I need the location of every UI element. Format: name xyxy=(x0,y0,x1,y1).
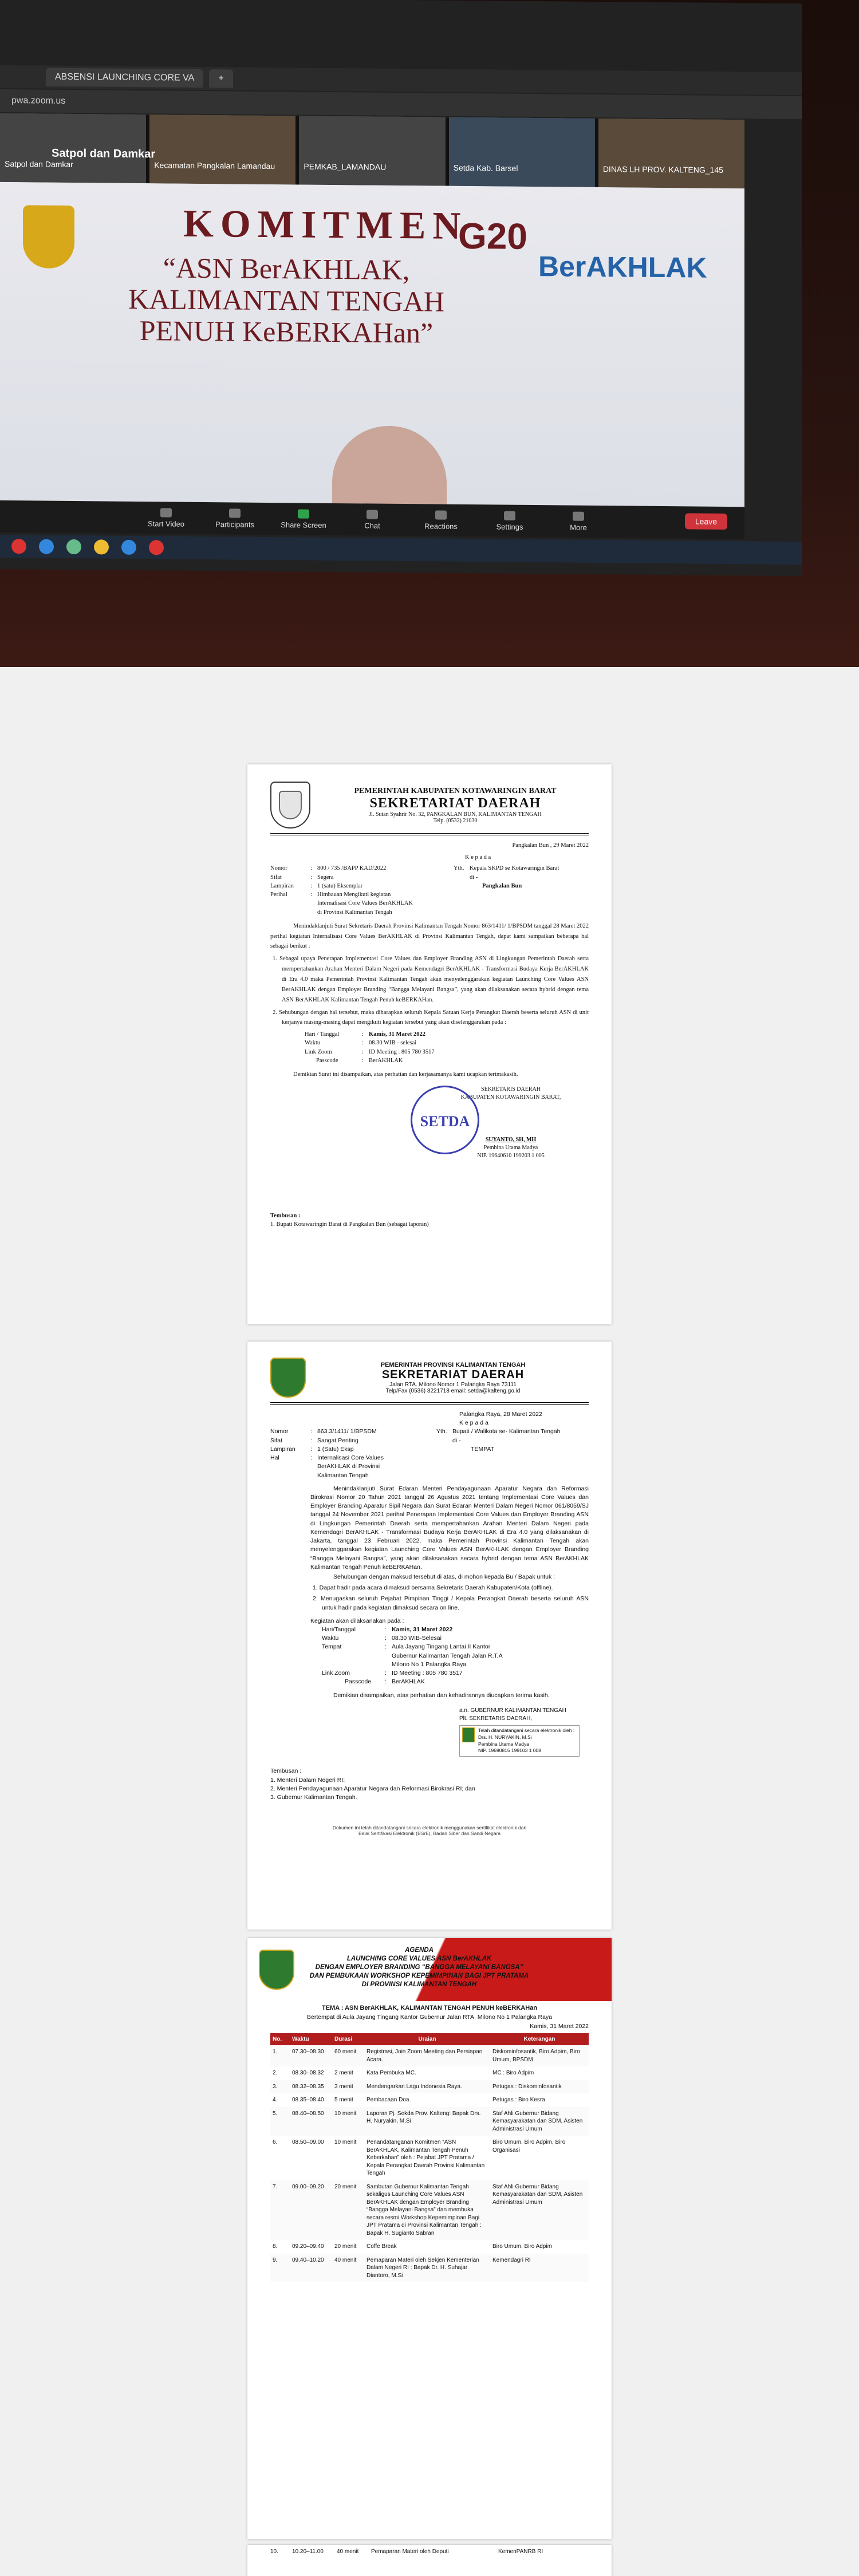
cell-no: 10. xyxy=(270,2549,278,2555)
cell-uraian: Pemaparan Materi oleh Sekjen Kementerian Dalam Negeri RI : Bapak Dr. H. Suhajar Diantoro, M.Si xyxy=(364,2254,490,2283)
sign-nip: NIP. 19690815 199103 1 008 xyxy=(478,1747,541,1754)
pass-label: Passcode xyxy=(345,1678,372,1686)
lampiran-label: Lampiran xyxy=(270,882,294,889)
banner-slogan: “ASN BerAKHLAK, KALIMANTAN TENGAH PENUH KeBERKAHan” xyxy=(128,251,444,349)
kop-line1: PEMERINTAH PROVINSI KALIMANTAN TENGAH xyxy=(380,1361,526,1368)
tembusan-label: Tembusan : xyxy=(270,1768,302,1775)
sign-rank: Pembina Utama Madya xyxy=(483,1144,538,1151)
paragraph: Sehubungan dengan maksud tersebut di atas, di mohon kepada Bu / Bapak untuk : xyxy=(333,1573,555,1580)
link-value: ID Meeting : 805 780 3517 xyxy=(369,1048,435,1055)
more-button[interactable]: More xyxy=(555,511,601,532)
browser-tab[interactable]: ABSENSI LAUNCHING CORE VA xyxy=(46,68,203,88)
berakhlak-logo: BerAKHLAK xyxy=(538,250,707,284)
start-video-button[interactable]: Start Video xyxy=(143,508,189,528)
closing: Demikian disampaikan, atas perhatian dan kehadirannya diucapkan terima kasih. xyxy=(333,1691,550,1699)
stage-banner xyxy=(0,182,744,509)
cell-keterangan: Staf Ahli Gubernur Bidang Kemasyarakatan dan SDM, Asisten Administrasi Umum xyxy=(490,2107,589,2136)
table-row xyxy=(270,2093,589,2107)
taskbar-app-icon[interactable] xyxy=(39,539,54,554)
sifat-value: Sangat Penting xyxy=(317,1437,358,1444)
kepada: K e p a d a xyxy=(465,854,491,861)
table-row xyxy=(270,2180,589,2240)
cell-waktu: 10.20–11.00 xyxy=(292,2549,324,2555)
kop-line1: PEMERINTAH KABUPATEN KOTAWARINGIN BARAT xyxy=(354,786,557,795)
esign-logo xyxy=(462,1727,475,1742)
tembusan-item: 2. Menteri Pendayagunaan Aparatur Negara dan Reformasi Birokrasi RI; dan xyxy=(270,1785,475,1792)
letterhead xyxy=(270,1358,589,1405)
cell-waktu: 08.50–09.00 xyxy=(292,2139,324,2145)
di-place: TEMPAT xyxy=(471,1445,495,1453)
list-item: 1. Sebagai upaya Penerapan Implementasi Core Values dan Employer Branding ASN di Lingkungan Pemerintah Daerah serta mempertahankan Arahan Menteri Dalam Negeri pada Kemendagri BerAKHLAK - Transformasi Budaya Kerja BerAKHLAK di Era 4.0 maka Pemerintah Provinsi Kalimantan Tengah akan menyelenggarakan kegiatan Launching Core Values ASN BerAKHLAK dengan Employer Branding “Bangga Melayani Bangsa”, yang akan dilaksanakan secara hybrid dengan tema ASN BerAKHLAK Kalimantan Tengah Penuh keBERKAHan. xyxy=(273,956,589,1003)
sign-title1: SEKRETARIS DAERAH xyxy=(481,1086,541,1092)
waktu-label: Waktu xyxy=(305,1040,321,1047)
tembusan-item: 3. Gubernur Kalimantan Tengah. xyxy=(270,1794,357,1801)
banner-komitmen: KOMITMEN xyxy=(183,201,468,248)
windows-taskbar xyxy=(0,535,802,565)
participant-tile[interactable]: DINAS LH PROV. KALTENG_145 xyxy=(598,119,744,188)
zoom-toolbar xyxy=(0,500,744,539)
laptop-photo xyxy=(0,0,859,667)
cell-no: 7. xyxy=(270,2180,290,2240)
sifat-label: Sifat xyxy=(270,1437,283,1444)
cell-durasi: 40 menit xyxy=(337,2549,359,2555)
place-date: Palangka Raya, 28 Maret 2022 xyxy=(459,1411,542,1418)
kop-line3: Jl. Sutan Syahrir No. 32, PANGKALAN BUN, KALIMANTAN TENGAH xyxy=(369,811,542,818)
yth: Yth. xyxy=(454,865,464,872)
hari-value: Kamis, 31 Maret 2022 xyxy=(369,1031,425,1038)
cell-keterangan: Staf Ahli Gubernur Bidang Kemasyarakatan dan SDM, Asisten Administrasi Umum xyxy=(490,2180,589,2240)
table-row xyxy=(270,2240,589,2254)
cell-waktu: 09.20–09.40 xyxy=(292,2243,324,2250)
tembusan-item: 1. Menteri Dalam Negeri RI; xyxy=(270,1776,345,1784)
tembusan-item: 1. Bupati Kotawaringin Barat di Pangkalan Bun (sebagai laporan) xyxy=(270,1221,429,1228)
sign-name: SUYANTO, SH, MH xyxy=(485,1136,537,1143)
cell-keterangan: Kemendagri RI xyxy=(490,2254,589,2283)
cell-keterangan: KemenPANRB RI xyxy=(498,2549,543,2555)
taskbar-app-icon[interactable] xyxy=(94,539,109,554)
speaker-head xyxy=(332,425,447,512)
cell-uraian: Coffe Break xyxy=(367,2243,397,2250)
table-row xyxy=(270,2254,589,2283)
waktu-value: 08.30 WIB-Selesai xyxy=(392,1635,442,1642)
agenda-date: Kamis, 31 Maret 2022 xyxy=(530,2023,589,2030)
cell-no: 1. xyxy=(270,2045,290,2066)
recipient: Bupati / Walikota se- Kalimantan Tengah xyxy=(452,1428,561,1435)
sign-title1: a.n. GUBERNUR KALIMANTAN TENGAH xyxy=(459,1707,566,1714)
tempat-value: Aula Jayang Tingang Lantai II Kantor Gubernur Kalimantan Tengah Jalan R.T.A Milono No 1 Palangka Raya xyxy=(392,1643,503,1668)
perihal-label: Perihal xyxy=(270,891,287,898)
cell-keterangan: Petugas : Biro Kesra xyxy=(492,2097,545,2103)
agenda-title: DAN PEMBUKAAN WORKSHOP KEPEMIMPINAN BAGI JPT PRATAMA xyxy=(309,1972,529,1979)
di-place: Pangkalan Bun xyxy=(482,882,522,889)
cell-uraian: Penandatanganan Komitmen “ASN BerAKHLAK, Kalimantan Tengah Penuh Keberkahan” oleh : Pejabat JPT Pratama / Kepala Perangkat Daerah Provinsi Kalimantan Tengah xyxy=(367,2139,485,2176)
cell-keterangan: Petugas : Diskominfosantik xyxy=(490,2080,589,2094)
paragraph: Menindaklanjuti Surat Sekretaris Daerah Provinsi Kalimantan Tengah Nomor 863/1411/ 1/BPSDM tanggal 28 Maret 2022 perihal kegiatan Internalisasi Core Values BerAKHLAK di Provinsi Kalimantan Tengah, dapat kami sampaikan beberapa hal sebagai berikut : xyxy=(270,922,589,950)
cell-durasi: 3 menit xyxy=(332,2080,364,2094)
place-date: Pangkalan Bun , 29 Maret 2022 xyxy=(512,842,589,849)
hal-label: Hal xyxy=(270,1454,279,1462)
letter-kobar: PEMERINTAH KABUPATEN KOTAWARINGIN BARAT SEKRETARIAT DAERAH Jl. Sutan Syahrir No. 32, PANGKALAN BUN, KALIMANTAN TENGAH Telp. (0532) 21030 Pangkalan Bun , 29 Maret 2022 K e p a d a Nomor : 800 / 735 /BAPP KAD/2022 Sifat : Segera Lampiran : 1 (satu) Eksemplar Perihal : Himbauan Mengikuti kegiatan Internalisasi Core Values BerAKHLAK di Provinsi Kalimantan Tengah Yth. Kepala SKPD se Kotawaringin Barat di - Pangkalan Bun Menindaklanjuti Surat Sekretaris Daerah Provinsi Kalimantan Tengah Nomor 863/1411/ 1/BPSDM tanggal 28 Maret 2022 perihal kegiatan Internalisasi Core Values BerAKHLAK di Provinsi Kalimantan Tengah, dapat kami sampaikan beberapa hal sebagai berikut : 1. Sebagai upaya Penerapan Implementasi Core Values dan Employer Branding ASN di Lingkungan Pemerintah Daerah serta mempertahankan Arahan Menteri Dalam Negeri pada Kemendagri BerAKHLAK - Transformasi Budaya Kerja BerAKHLAK di Era 4.0 maka Pemerintah Provinsi Kalimantan Tengah akan menyelenggarakan kegiatan Launching Core Values ASN BerAKHLAK dengan Employer Branding “Bangga Melayani Bangsa”, yang akan dilaksanakan secara hybrid dengan tema ASN BerAKHLAK Kalimantan Tengah Penuh keBERKAHan. 2. Sehubungan dengan hal tersebut, maka diharapkan seluruh Kepala Satuan Kerja Perangkat Daerah beserta seluruh ASN di unit kerjanya masing-masing dapat mengikuti kegiatan tersebut yang akan diselenggarakan pada : Hari / Tanggal : Kamis, 31 Maret 2022 Waktu : 08.30 WIB - selesai Link Zoom : ID Meeting : 805 780 3517 Passcode : BerAKHLAK Demikian Surat ini disampaikan, atas perhatian dan kerjasamanya kami ucapkan terimakasih. SEKRETARIS DAERAH KABUPATEN KOTAWARINGIN BARAT, SUYANTO, SH, MH Pembina Utama Madya NIP. 19640610 199203 1 005 SETDA Tembusan : 1. Bupati Kotawaringin Barat di Pangkalan Bun (sebagai laporan) xyxy=(247,764,612,1324)
cell-waktu: 08.32–08.35 xyxy=(290,2080,332,2094)
kop-line3: Jalan RTA. Milono Nomor 1 Palangka Raya 73111 xyxy=(389,1381,517,1388)
agenda-tempat: Bertempat di Aula Jayang Tingang Kantor Gubernur Jalan RTA. Milono No 1 Palangka Raya xyxy=(306,2014,553,2021)
link-label: Link Zoom xyxy=(322,1670,350,1677)
cell-keterangan: Biro Umum, Biro Adpim, Biro Organisasi xyxy=(492,2139,566,2153)
kalteng-logo xyxy=(270,1358,306,1398)
pass-value: BerAKHLAK xyxy=(369,1057,403,1064)
col-header: Durasi xyxy=(332,2033,364,2045)
link-value: ID Meeting : 805 780 3517 xyxy=(392,1670,463,1677)
agenda-page xyxy=(247,1938,612,2539)
taskbar-app-icon[interactable] xyxy=(149,540,164,555)
list-item: 1. Dapat hadir pada acara dimaksud bersama Sekretaris Daerah Kabupaten/Kota (offline). xyxy=(313,1584,553,1592)
agenda-page-2 xyxy=(247,2545,612,2576)
tempat-label: Tempat xyxy=(322,1643,342,1651)
esign-text: Telah ditandatangani secara elektronik oleh : xyxy=(478,1727,575,1733)
settings-button[interactable]: Settings xyxy=(487,511,533,531)
esign-box xyxy=(459,1725,580,1757)
hari-label: Hari / Tanggal xyxy=(305,1031,340,1038)
sifat-value: Segera xyxy=(317,874,334,881)
table-row xyxy=(270,2107,589,2136)
taskbar-app-icon[interactable] xyxy=(11,539,26,554)
yth: Yth. xyxy=(436,1428,447,1435)
cell-keterangan: Biro Umum, Biro Adpim xyxy=(492,2243,552,2250)
nomor-value: 863.3/1411/ 1/BPSDM xyxy=(317,1428,377,1435)
recipient: Kepala SKPD se Kotawaringin Barat xyxy=(470,865,559,872)
zoom-meeting xyxy=(0,113,744,509)
cell-waktu: 08.35–08.40 xyxy=(292,2097,324,2103)
lampiran-label: Lampiran xyxy=(270,1445,295,1453)
kop-line2: SEKRETARIAT DAERAH xyxy=(381,1368,525,1381)
cell-waktu: 08.40–08.50 xyxy=(290,2107,332,2136)
tembusan-label: Tembusan : xyxy=(270,1212,301,1219)
hal-value: Internalisasi Core Values BerAKHLAK di Provinsi Kalimantan Tengah xyxy=(317,1454,384,1479)
footer-note: Dokumen ini telah ditandatangani secara elektronik menggunakan sertifikat elektronik dari xyxy=(332,1825,527,1831)
hari-value: Kamis, 31 Maret 2022 xyxy=(392,1626,453,1634)
list-item: 2. Menugaskan seluruh Pejabat Pimpinan Tinggi / Kepala Perangkat Daerah beserta seluruh ASN untuk hadir pada kegiatan dimaksud secara on line. xyxy=(313,1595,589,1611)
kobar-logo xyxy=(270,782,310,829)
participant-tile[interactable]: Setda Kab. Barsel xyxy=(449,117,595,187)
agenda-table xyxy=(270,2033,589,2282)
cell-waktu: 09.40–10.20 xyxy=(290,2254,332,2283)
kop-line4: Telp/Fax (0536) 3221718 email: setda@kalteng.go.id xyxy=(385,1387,521,1394)
cell-waktu: 08.30–08.32 xyxy=(292,2070,324,2076)
col-header: Keterangan xyxy=(490,2033,589,2045)
letterhead xyxy=(270,782,589,835)
sign-title2: Plt. SEKRETARIS DAERAH, xyxy=(459,1715,533,1722)
reactions-button[interactable]: Reactions xyxy=(418,510,464,531)
pass-value: BerAKHLAK xyxy=(392,1678,425,1686)
cell-durasi: 10 menit xyxy=(334,2139,357,2145)
cell-durasi: 5 menit xyxy=(334,2097,353,2103)
sign-nip: NIP. 19640610 199203 1 005 xyxy=(477,1152,545,1159)
participant-tile[interactable]: Satpol dan Damkar xyxy=(0,113,146,183)
agenda-title: DENGAN EMPLOYER BRANDING “BANGGA MELAYANI BANGSA” xyxy=(315,1963,523,1971)
nomor-value: 800 / 735 /BAPP KAD/2022 xyxy=(317,865,387,872)
kepada: K e p a d a xyxy=(459,1419,488,1427)
cell-no: 6. xyxy=(273,2139,278,2145)
kop-line2: SEKRETARIAT DAERAH xyxy=(369,795,541,811)
kop-line4: Telp. (0532) 21030 xyxy=(433,817,478,824)
paragraph: Menindaklanjuti Surat Edaran Menteri Pendayagunaan Aparatur Negara dan Reformasi Birokrasi Nomor 20 Tahun 2021 tanggal 26 Agustus 2021 tentang Implementasi Core Values dan Employer Branding Aparatur Sipil Negara dan Surat Edaran Menteri Dalam Negeri Nomor 061/8059/SJ tanggal 24 November 2021 perihal Penerapan Implementasi Core Values dan Employer Branding ASN di Lingkungan Pemerintah Daerah serta mempertahankan Arahan Menteri Dalam Negeri pada Kemendagri BerAKHLAK - Transformasi Budaya Kerja BerAKHLAK di Era 4.0 yang dilaksanakan di Jakarta, tanggal 23 Februari 2022, maka Pemerintah Provinsi Kalimantan Tengah akan menyelenggarakan kegiatan Launching Core Values ASN BerAKHLAK dengan Employer Branding “Bangga Melayani Bangsa”, yang akan dilaksanakan secara hybrid dengan tema ASN BerAKHLAK Kalimantan Tengah Penuh keBERKAHan. xyxy=(310,1485,589,1571)
cell-durasi: 2 menit xyxy=(334,2070,353,2076)
cell-uraian: Kata Pembuka MC. xyxy=(367,2070,416,2076)
cell-no: 4. xyxy=(273,2097,278,2103)
table-row xyxy=(270,2080,589,2094)
cell-durasi: 40 menit xyxy=(332,2254,364,2283)
table-row xyxy=(270,2136,589,2180)
lampiran-value: 1 (Satu) Eksp xyxy=(317,1445,354,1453)
closing: Demikian Surat ini disampaikan, atas perhatian dan kerjasamanya kami ucapkan terimakasih. xyxy=(293,1071,518,1078)
cell-durasi: 20 menit xyxy=(332,2180,364,2240)
official-seal: SETDA xyxy=(411,1086,479,1154)
list-item: 2. Sehubungan dengan hal tersebut, maka diharapkan seluruh Kepala Satuan Kerja Perangkat Daerah beserta seluruh ASN di unit kerjanya masing-masing dapat mengikuti kegiatan tersebut yang akan diselenggarakan pada : xyxy=(273,1009,589,1026)
active-speaker-name: Satpol dan Damkar xyxy=(52,147,156,161)
kegiatan-intro: Kegiatan akan dilaksanakan pada : xyxy=(310,1617,404,1624)
cell-uraian: Sambutan Gubernur Kalimantan Tengah sekaligus Launching Core Values ASN BerAKHLAK dengan Employer Branding “Bangga Melayani Bangsa” dan membuka secara resmi Workshop Kepemimpinan Bagi JPT Pratama di Provinsi Kalimantan Tengah : Bapak H. Sugianto Sabran xyxy=(364,2180,490,2240)
cell-uraian: Pembacaan Doa. xyxy=(367,2097,411,2103)
cell-no: 5. xyxy=(270,2107,290,2136)
pass-label: Passcode xyxy=(316,1057,338,1064)
g20-logo: G20 xyxy=(458,215,527,257)
cell-no: 8. xyxy=(273,2243,278,2250)
new-tab-icon[interactable]: + xyxy=(209,69,233,88)
cell-durasi: 10 menit xyxy=(332,2107,364,2136)
sifat-label: Sifat xyxy=(270,874,282,881)
perihal-value: Himbauan Mengikuti kegiatan Internalisasi Core Values BerAKHLAK di Provinsi Kalimantan Tengah xyxy=(317,891,413,916)
taskbar-app-icon[interactable] xyxy=(121,540,136,555)
laptop-screen xyxy=(0,0,802,576)
agenda-tema: TEMA : ASN BerAKHLAK, KALIMANTAN TENGAH PENUH keBERKAHan xyxy=(321,2005,538,2011)
agenda-title: LAUNCHING CORE VALUES ASN BerAKHLAK xyxy=(346,1955,492,1962)
nomor-label: Nomor xyxy=(270,865,287,872)
col-header: Waktu xyxy=(290,2033,332,2045)
chat-button[interactable]: Chat xyxy=(349,510,395,530)
participant-tile[interactable]: PEMKAB_LAMANDAU xyxy=(299,116,445,186)
leave-button[interactable]: Leave xyxy=(685,513,727,530)
agenda-title: AGENDA xyxy=(405,1947,434,1954)
letter-kalteng: PEMERINTAH PROVINSI KALIMANTAN TENGAH SEKRETARIAT DAERAH Jalan RTA. Milono Nomor 1 Palangka Raya 73111 Telp/Fax (0536) 3221718 email: setda@kalteng.go.id Palangka Raya, 28 Maret 2022 K e p a d a Nomor : 863.3/1411/ 1/BPSDM Sifat : Sangat Penting Lampiran : 1 (Satu) Eksp Hal : Internalisasi Core Values BerAKHLAK di Provinsi Kalimantan Tengah Yth. Bupati / Walikota se- Kalimantan Tengah di - TEMPAT Menindaklanjuti Surat Edaran Menteri Pendayagunaan Aparatur Negara dan Reformasi Birokrasi Nomor 20 Tahun 2021 tanggal 26 Agustus 2021 tentang Implementasi Core Values dan Employer Branding Aparatur Sipil Negara dan Surat Edaran Menteri Dalam Negeri Nomor 061/8059/SJ tanggal 24 November 2021 perihal Penerapan Implementasi Core Values dan Employer Branding ASN di Lingkungan Pemerintah Daerah serta mempertahankan Arahan Menteri Dalam Negeri pada Kemendagri BerAKHLAK - Transformasi Budaya Kerja BerAKHLAK di Era 4.0 yang dilaksanakan di Jakarta, tanggal 23 Februari 2022, maka Pemerintah Provinsi Kalimantan Tengah akan menyelenggarakan kegiatan Launching Core Values ASN BerAKHLAK dengan Employer Branding “Bangga Melayani Bangsa”, yang akan dilaksanakan secara hybrid dengan tema ASN BerAKHLAK Kalimantan Tengah Penuh keBERKAHan. Sehubungan dengan maksud tersebut di atas, di mohon kepada Bu / Bapak untuk : 1. Dapat hadir pada acara dimaksud bersama Sekretaris Daerah Kabupaten/Kota (offline). 2. Menugaskan seluruh Pejabat Pimpinan Tinggi / Kepala Perangkat Daerah beserta seluruh ASN untuk hadir pada kegiatan dimaksud secara on line. Kegiatan akan dilaksanakan pada : Hari/Tanggal : Kamis, 31 Maret 2022 Waktu : 08.30 WIB-Selesai Tempat : Aula Jayang Tingang Lantai II Kantor Gubernur Kalimantan Tengah Jalan R.T.A Milono No 1 Palangka Raya Link Zoom : ID Meeting : 805 780 3517 Passcode : BerAKHLAK Demikian disampaikan, atas perhatian dan kehadirannya diucapkan terima kasih. a.n. GUBERNUR KALIMANTAN TENGAH Plt. SEKRETARIS DAERAH, Telah ditandatangani secara elektronik oleh : Drs. H. NURYAKIN, M.Si Pembina Utama Madya NIP. 19690815 199103 1 008 Tembusan : 1. Menteri Dalam Negeri RI; 2. Menteri Pendayagunaan Aparatur Negara dan Reformasi Birokrasi RI; dan 3. Gubernur Kalimantan Tengah. Dokumen ini telah ditandatangani secara elektronik menggunakan sertifikat elektronik dari Balai Sertifikasi Elektronik (BSrE), Badan Siber dan Sandi Negara xyxy=(247,1342,612,1930)
table-row xyxy=(270,2066,589,2080)
kalteng-crest xyxy=(23,205,74,269)
address-bar[interactable]: pwa.zoom.us xyxy=(0,89,802,119)
cell-keterangan: Diskominfosantik, Biro Adpim, Biro Umum, BPSDM xyxy=(490,2045,589,2066)
cell-keterangan: MC : Biro Adpim xyxy=(492,2070,534,2076)
cell-uraian: Mendengarkan Lagu Indonesia Raya. xyxy=(364,2080,490,2094)
participants-button[interactable]: Participants xyxy=(212,508,258,529)
agenda-title: DI PROVINSI KALIMANTAN TENGAH xyxy=(361,1981,477,1988)
sign-name: Drs. H. NURYAKIN, M.Si xyxy=(478,1734,532,1740)
waktu-value: 08.30 WIB - selesai xyxy=(369,1040,417,1047)
cell-durasi: 20 menit xyxy=(334,2243,357,2250)
cell-waktu: 09.00–09.20 xyxy=(290,2180,332,2240)
agenda-header xyxy=(247,1938,612,2001)
cell-no: 9. xyxy=(270,2254,290,2283)
taskbar-app-icon[interactable] xyxy=(66,539,81,554)
col-header: No. xyxy=(270,2033,290,2045)
di: di - xyxy=(452,1437,461,1444)
lampiran-value: 1 (satu) Eksemplar xyxy=(317,882,363,889)
participant-tile[interactable]: Kecamatan Pangkalan Lamandau xyxy=(149,115,295,184)
waktu-label: Waktu xyxy=(322,1635,339,1642)
footer-note: Balai Sertifikasi Elektronik (BSrE), Badan Siber dan Sandi Negara xyxy=(358,1831,501,1837)
sign-rank: Pembina Utama Madya xyxy=(478,1741,529,1747)
link-label: Link Zoom xyxy=(305,1048,332,1055)
cell-no: 3. xyxy=(270,2080,290,2094)
table-row xyxy=(270,2045,589,2066)
cell-uraian: Registrasi, Join Zoom Meeting dan Persiapan Acara. xyxy=(364,2045,490,2066)
cell-durasi: 60 menit xyxy=(332,2045,364,2066)
table-row xyxy=(270,2549,589,2555)
col-header: Uraian xyxy=(364,2033,490,2045)
cell-uraian: Laporan Pj. Sekda Prov. Kalteng: Bapak Drs. H. Nuryakin, M.Si xyxy=(364,2107,490,2136)
cell-waktu: 07.30–08.30 xyxy=(290,2045,332,2066)
di: di - xyxy=(470,874,478,881)
cell-uraian: Pemaparan Materi oleh Deputi xyxy=(371,2549,449,2555)
cell-no: 2. xyxy=(273,2070,278,2076)
share-screen-button[interactable]: Share Screen xyxy=(281,509,326,530)
sign-title2: KABUPATEN KOTAWARINGIN BARAT, xyxy=(460,1094,561,1100)
nomor-label: Nomor xyxy=(270,1428,289,1435)
hari-label: Hari/Tanggal xyxy=(322,1626,356,1634)
